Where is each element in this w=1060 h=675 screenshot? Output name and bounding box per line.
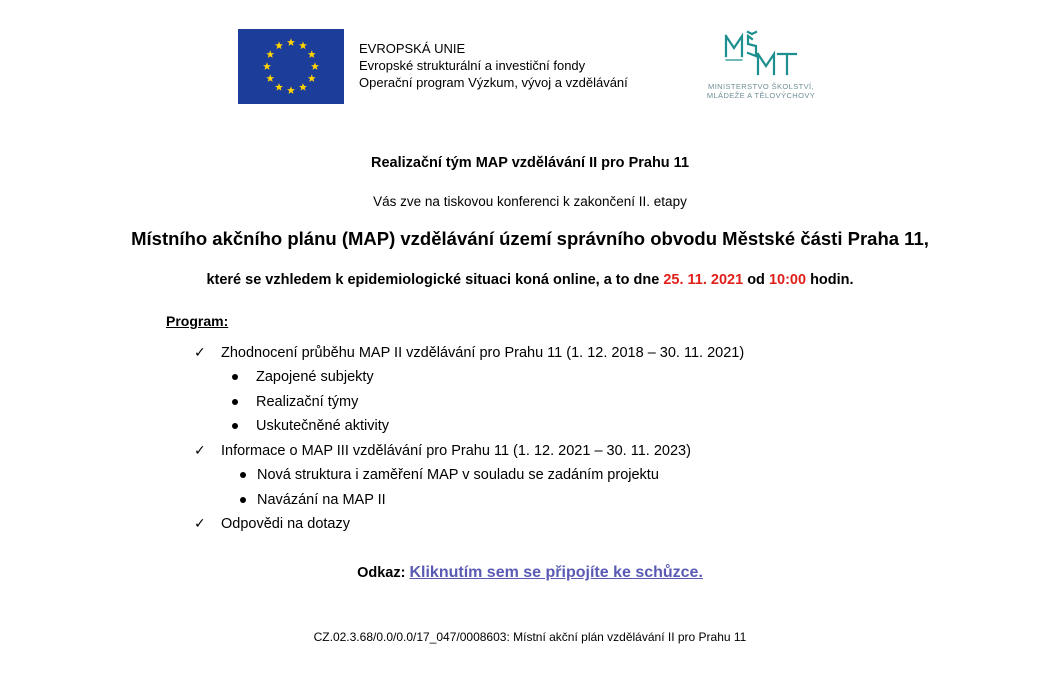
- eu-line: Evropské strukturální a investiční fondy: [359, 58, 586, 73]
- msmt-caption: [686, 82, 836, 100]
- msmt-caption-line: MINISTERSTVO ŠKOLSTVÍ,: [708, 82, 814, 91]
- msmt-logo: [686, 30, 836, 104]
- link-label: Odkaz:: [357, 565, 406, 581]
- bullet-icon: [240, 497, 246, 503]
- program-subitem: Zapojené subjekty: [256, 369, 374, 385]
- eu-stars-icon: [238, 29, 344, 104]
- project-footer: CZ.02.3.68/0.0/0.0/17_047/0008603: Místní akční plán vzdělávání II pro Prahu 11: [313, 630, 747, 644]
- team-title: Realizační tým MAP vzdělávání II pro Prahu 11: [370, 155, 690, 171]
- program-item: Informace o MAP III vzdělávání pro Prahu 11 (1. 12. 2021 – 30. 11. 2023): [221, 443, 691, 459]
- bullet-icon: [232, 423, 238, 429]
- msmt-caption-line: MLÁDEŽE A TĚLOVÝCHOVY: [706, 91, 816, 100]
- when-mid: od: [743, 272, 769, 288]
- program-subitem: Nová struktura i zaměření MAP v souladu se zadáním projektu: [257, 467, 659, 483]
- program-subitem: Navázání na MAP II: [257, 492, 386, 508]
- bullet-icon: [232, 399, 238, 405]
- event-time: 10:00: [768, 272, 807, 288]
- when-suffix: hodin.: [806, 272, 854, 288]
- bullet-icon: [240, 472, 246, 478]
- program-label: Program:: [166, 313, 229, 329]
- event-date: 25. 11. 2021: [663, 272, 744, 288]
- eu-program-text: [359, 40, 628, 91]
- check-icon: ✓: [194, 515, 206, 531]
- eu-flag-logo: [238, 29, 344, 104]
- msmt-monogram-icon: [686, 30, 836, 82]
- eu-line: Operační program Výzkum, vývoj a vzdělávání: [359, 75, 628, 90]
- when-prefix: které se vzhledem k epidemiologické situaci koná online, a to dne: [206, 272, 664, 288]
- program-subitem: Uskutečněné aktivity: [256, 418, 389, 434]
- headline: Místního akčního plánu (MAP) vzdělávání území správního obvodu Městské části Praha 11,: [131, 228, 929, 249]
- check-icon: ✓: [194, 344, 206, 360]
- check-icon: ✓: [194, 442, 206, 458]
- join-meeting-link[interactable]: Kliknutím sem se připojíte ke schůzce.: [409, 564, 703, 581]
- bullet-icon: [232, 374, 238, 380]
- link-row: [0, 564, 1060, 582]
- event-when: [0, 272, 1060, 288]
- eu-line: EVROPSKÁ UNIE: [359, 41, 466, 56]
- program-subitem: Realizační týmy: [256, 394, 359, 410]
- program-item: Odpovědi na dotazy: [221, 516, 350, 532]
- invitation-text: Vás zve na tiskovou konferenci k zakončení II. etapy: [373, 194, 687, 209]
- program-item: Zhodnocení průběhu MAP II vzdělávání pro Prahu 11 (1. 12. 2018 – 30. 11. 2021): [221, 345, 745, 361]
